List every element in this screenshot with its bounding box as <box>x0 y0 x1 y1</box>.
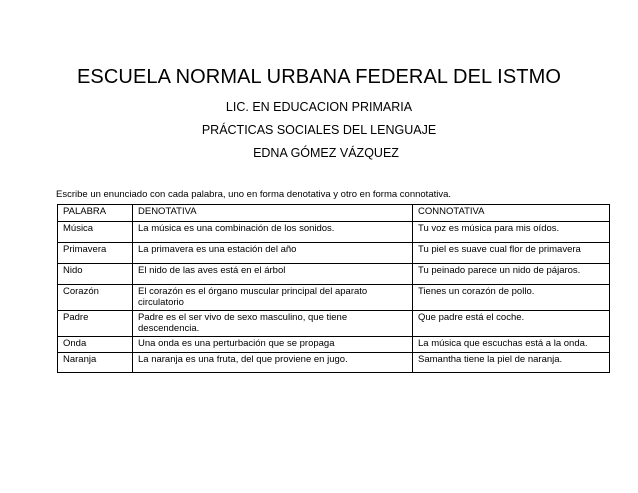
word-cell: Primavera <box>58 243 133 264</box>
table-row <box>58 222 610 243</box>
word-cell: Nido <box>58 264 133 285</box>
connotative-cell: Que padre está el coche. <box>413 311 610 337</box>
words-table <box>57 204 610 373</box>
table-row <box>58 311 610 337</box>
word-cell: Naranja <box>58 353 133 373</box>
table-row <box>58 264 610 285</box>
denotative-cell: Una onda es una perturbación que se propaga <box>133 337 413 353</box>
connotative-cell: Tu peinado parece un nido de pájaros. <box>413 264 610 285</box>
word-cell: Música <box>58 222 133 243</box>
header-denotativa: DENOTATIVA <box>133 205 413 222</box>
denotative-cell: La música es una combinación de los sonidos. <box>133 222 413 243</box>
author-name: EDNA GÓMEZ VÁZQUEZ <box>253 146 399 160</box>
school-title: ESCUELA NORMAL URBANA FEDERAL DEL ISTMO <box>76 66 562 88</box>
header-palabra: PALABRA <box>58 205 133 222</box>
table-row <box>58 243 610 264</box>
connotative-cell: Tu piel es suave cual flor de primavera <box>413 243 610 264</box>
denotative-cell: La naranja es una fruta, del que proviene en jugo. <box>133 353 413 373</box>
word-cell: Onda <box>58 337 133 353</box>
denotative-cell: Padre es el ser vivo de sexo masculino, que tiene descendencia. <box>133 311 413 337</box>
course-name: PRÁCTICAS SOCIALES DEL LENGUAJE <box>201 123 437 137</box>
word-cell: Padre <box>58 311 133 337</box>
connotative-cell: La música que escuchas está a la onda. <box>413 337 610 353</box>
program-name: LIC. EN EDUCACION PRIMARIA <box>225 100 413 114</box>
connotative-cell: Tienes un corazón de pollo. <box>413 285 610 311</box>
denotative-cell: La primavera es una estación del año <box>133 243 413 264</box>
table-row <box>58 353 610 373</box>
table-header-row <box>58 205 610 222</box>
word-cell: Corazón <box>58 285 133 311</box>
table-row <box>58 337 610 353</box>
connotative-cell: Tu voz es música para mis oídos. <box>413 222 610 243</box>
denotative-cell: El corazón es el órgano muscular principal del aparato circulatorio <box>133 285 413 311</box>
header-connotativa: CONNOTATIVA <box>413 205 610 222</box>
connotative-cell: Samantha tiene la piel de naranja. <box>413 353 610 373</box>
instructions-text: Escribe un enunciado con cada palabra, uno en forma denotativa y otro en forma connotativa. <box>56 189 452 200</box>
table-row <box>58 285 610 311</box>
denotative-cell: El nido de las aves está en el árbol <box>133 264 413 285</box>
